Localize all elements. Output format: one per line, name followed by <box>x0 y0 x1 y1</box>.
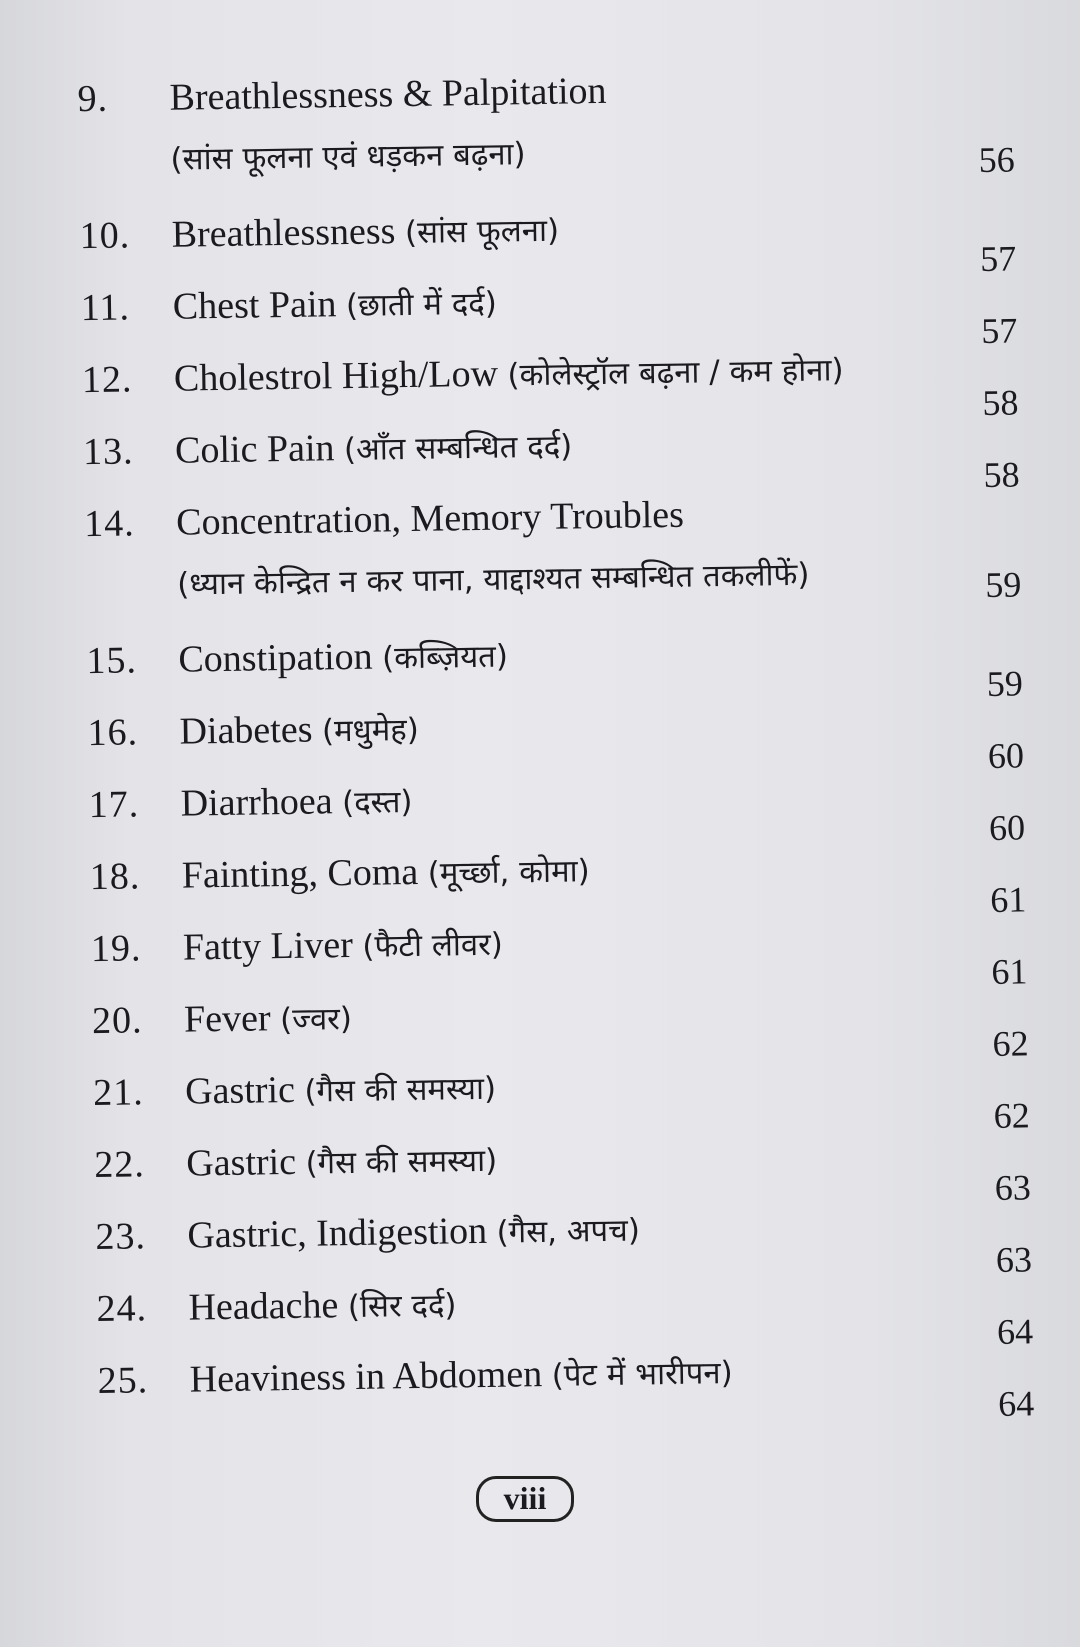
entry-hindi-title: (गैस की समस्या) <box>305 1142 498 1182</box>
entry-number: 13. <box>82 430 134 474</box>
table-of-contents <box>0 52 1080 1423</box>
entry-title: Breathlessness (सांस फूलना) <box>171 210 560 256</box>
entry-title: Fever (ज्वर) <box>183 997 353 1041</box>
entry-number: 12. <box>81 358 133 402</box>
entry-number: 10. <box>79 214 131 258</box>
entry-hindi-title: (मधुमेह) <box>321 711 420 750</box>
entry-page-number: 63 <box>995 1239 1033 1280</box>
entry-title: Diarrhoea (दस्त) <box>180 780 413 825</box>
entry-hindi-subtitle: (सांस फूलना एवं धड़कन बढ़ना) <box>170 136 526 178</box>
entry-title: Fatty Liver (फैटी लीवर) <box>182 923 504 969</box>
entry-title: Gastric (गैस की समस्या) <box>185 1140 498 1185</box>
entry-hindi-title: (गैस की समस्या) <box>304 1070 497 1110</box>
entry-number: 24. <box>96 1287 148 1331</box>
entry-hindi-title: (सांस फूलना) <box>404 212 560 252</box>
entry-number: 16. <box>87 711 139 755</box>
entry-title: Colic Pain (आँत सम्बन्धित दर्द) <box>174 427 573 472</box>
entry-title: Cholestrol High/Low (कोलेस्ट्रॉल बढ़ना / कम होना) <box>173 352 844 400</box>
entry-page-number: 57 <box>981 310 1018 352</box>
entry-title: Gastric (गैस की समस्या) <box>184 1068 497 1113</box>
entry-title: Breathlessness & Palpitation <box>169 69 607 119</box>
entry-number: 9. <box>77 77 109 121</box>
entry-number: 17. <box>88 783 140 827</box>
entry-page-number: 62 <box>992 1023 1029 1064</box>
entry-number: 19. <box>90 927 142 971</box>
entry-number: 25. <box>97 1359 149 1403</box>
entry-number: 11. <box>80 286 131 330</box>
entry-title: Headache (सिर दर्द) <box>188 1284 457 1329</box>
entry-hindi-subtitle: (ध्यान केन्द्रित न कर पाना, याद्दाश्यत सम्बन्धित तकलीफें) <box>176 556 810 603</box>
entry-title: Heaviness in Abdomen (पेट में भारीपन) <box>189 1353 733 1401</box>
entry-title: Diabetes (मधुमेह) <box>179 708 420 753</box>
entry-number: 18. <box>89 855 141 899</box>
entry-page-number: 61 <box>989 879 1027 920</box>
entry-title: Fainting, Coma (मूर्च्छा, कोमा) <box>181 850 591 897</box>
entry-page-number: 56 <box>978 139 1015 181</box>
entry-hindi-title: (छाती में दर्द) <box>345 285 498 324</box>
entry-title: Chest Pain (छाती में दर्द) <box>172 283 498 328</box>
toc-entry <box>0 52 1071 206</box>
entry-number: 20. <box>91 999 143 1043</box>
entry-hindi-title: (मूर्च्छा, कोमा) <box>427 853 591 892</box>
entry-hindi-title: (सिर दर्द) <box>347 1287 457 1326</box>
entry-page-number: 58 <box>982 382 1019 424</box>
entry-number: 15. <box>86 639 138 683</box>
entry-hindi-title: (कोलेस्ट्रॉल बढ़ना / कम होना) <box>507 352 844 394</box>
entry-page-number: 59 <box>986 663 1024 704</box>
entry-title: Gastric, Indigestion (गैस, अपच) <box>187 1209 641 1257</box>
entry-page-number: 64 <box>996 1311 1034 1352</box>
entry-page-number: 60 <box>988 807 1026 848</box>
entry-page-number: 63 <box>994 1167 1032 1208</box>
entry-title: Constipation (कब्ज़ियत) <box>178 635 509 681</box>
entry-title: Concentration, Memory Troubles <box>175 493 685 544</box>
entry-hindi-title: (पेट में भारीपन) <box>551 1355 733 1394</box>
entry-hindi-title: (दस्त) <box>341 784 413 822</box>
entry-page-number: 57 <box>979 238 1017 280</box>
entry-number: 21. <box>92 1071 144 1115</box>
entry-hindi-title: (फैटी लीवर) <box>362 926 504 965</box>
entry-number: 14. <box>83 502 136 546</box>
toc-entry <box>0 477 1078 631</box>
entry-page-number: 61 <box>991 951 1028 992</box>
entry-hindi-title: (कब्ज़ियत) <box>381 638 509 677</box>
entry-page-number: 60 <box>987 735 1025 776</box>
entry-number: 22. <box>93 1143 146 1187</box>
entry-page-number: 64 <box>997 1383 1035 1424</box>
entry-number: 23. <box>95 1215 147 1259</box>
page-number-badge: viii <box>476 1476 574 1522</box>
entry-page-number: 59 <box>984 564 1022 605</box>
entry-page-number: 62 <box>993 1095 1030 1136</box>
entry-hindi-title: (आँत सम्बन्धित दर्द) <box>343 428 573 469</box>
entry-page-number: 58 <box>983 454 1020 495</box>
entry-hindi-title: (गैस, अपच) <box>496 1212 641 1251</box>
entry-hindi-title: (ज्वर) <box>279 1000 353 1039</box>
